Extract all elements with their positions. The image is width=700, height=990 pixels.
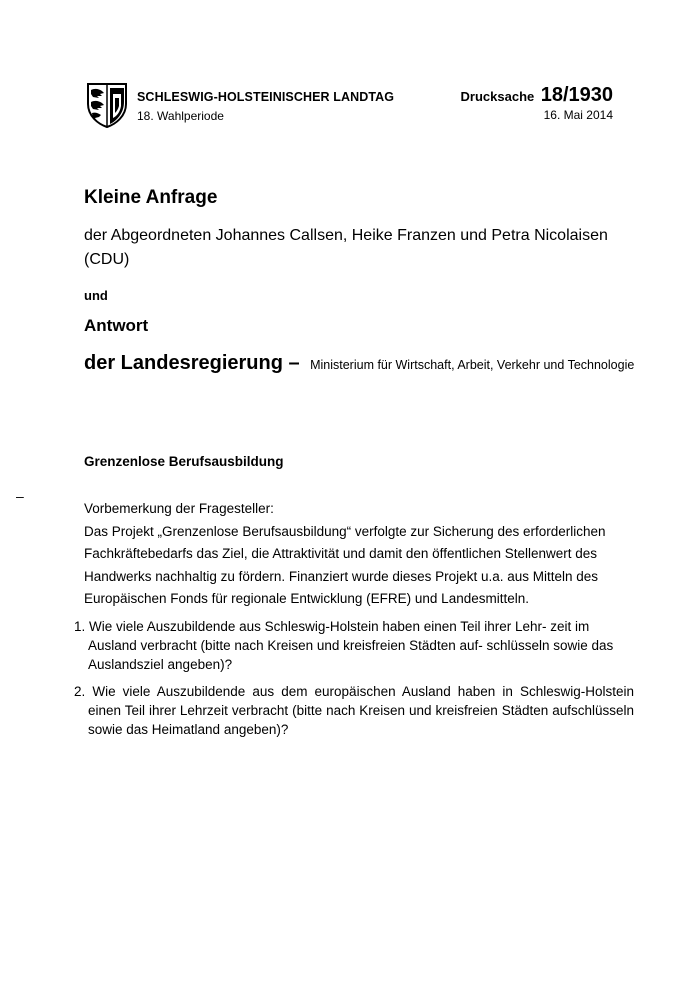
vorbemerkung-text: Das Projekt „Grenzenlose Berufsausbildung“ verfolgte zur Sicherung des erforderlichen Fachkräftebedarfs das Ziel, die Attraktivität und damit den öffentlichen Stellenwert des Handwerks nachhaltig zu fördern. Finanziert wurde dieses Projekt u.a. aus Mitteln des Europäischen Fonds für regionale Entwicklung (EFRE) und Landesmitteln. bbox=[84, 523, 606, 606]
vorbemerkung bbox=[84, 498, 634, 611]
question-list bbox=[74, 617, 634, 747]
drucksache bbox=[461, 84, 613, 107]
submitting-members: der Abgeordneten Johannes Callsen, Heike Franzen und Petra Nicolaisen (CDU) bbox=[84, 227, 608, 268]
drucksache-label: Drucksache bbox=[460, 89, 535, 104]
document-type-title: Kleine Anfrage bbox=[84, 187, 218, 208]
topic-title: Grenzenlose Berufsausbildung bbox=[84, 454, 284, 469]
question-item: 2. Wie viele Auszubildende aus dem europäischen Ausland haben in Schleswig-Holstein einen Teil ihrer Lehrzeit verbracht (bitte nach Kreisen und kreisfreien Städten aufschlüsseln sowie das Heimatland angeben)? bbox=[74, 684, 634, 737]
drucksache-number: 18/1930 bbox=[540, 84, 613, 106]
landesregierung-label: der Landesregierung – bbox=[84, 352, 300, 374]
legislative-period: 18. Wahlperiode bbox=[137, 109, 224, 123]
ministerium-name: Ministerium für Wirtschaft, Arbeit, Verkehr und Technologie bbox=[310, 358, 635, 372]
schleswig-holstein-coat-of-arms-icon bbox=[86, 82, 128, 128]
landesregierung-line bbox=[84, 352, 634, 375]
document-date: 16. Mai 2014 bbox=[543, 108, 613, 122]
question-item: 1. Wie viele Auszubildende aus Schleswig-Holstein haben einen Teil ihrer Lehr- zeit im Ausland verbracht (bitte nach Kreisen und kreisfreien Städten auf- schlüsseln sowie das Auslandsziel angeben)? bbox=[74, 619, 614, 672]
und-label: und bbox=[84, 288, 108, 303]
parliament-name: SCHLESWIG-HOLSTEINISCHER LANDTAG bbox=[137, 90, 395, 104]
vorbemerkung-label: Vorbemerkung der Fragesteller: bbox=[84, 501, 274, 516]
antwort-label: Antwort bbox=[84, 316, 149, 335]
margin-mark: – bbox=[16, 488, 24, 504]
